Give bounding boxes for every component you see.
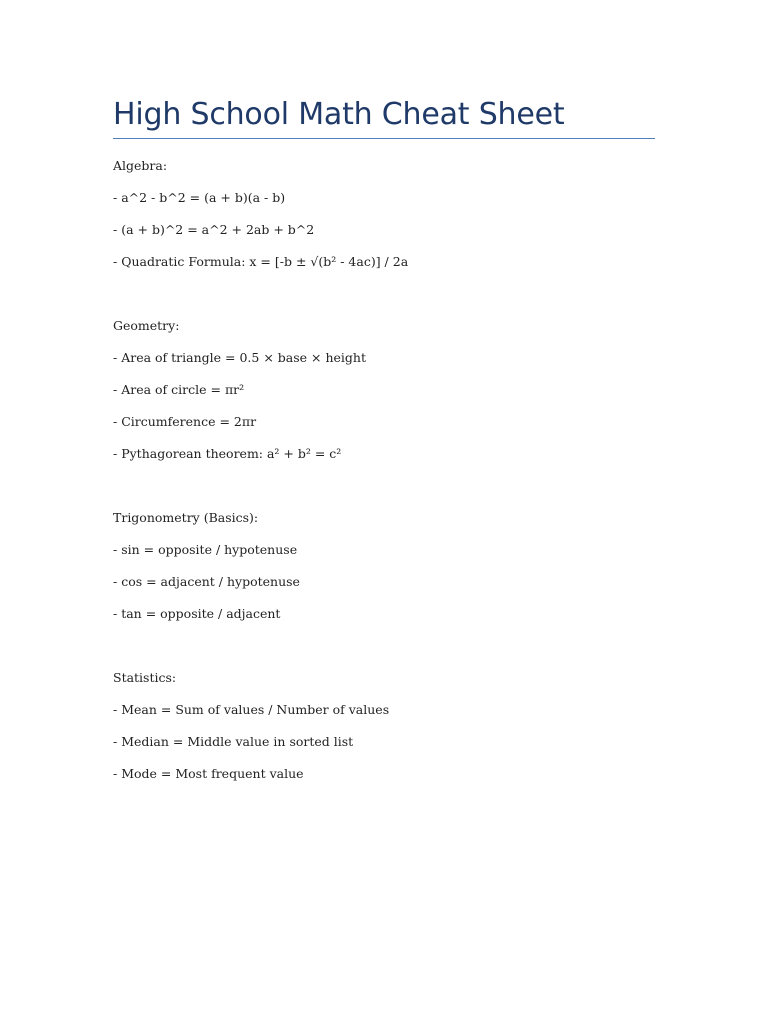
section-heading-algebra: Algebra:	[113, 158, 168, 173]
geometry-item-1: - Area of triangle = 0.5 × base × height	[113, 350, 366, 365]
section-heading-geometry: Geometry:	[113, 318, 180, 333]
geometry-item-4: - Pythagorean theorem: a² + b² = c²	[113, 446, 342, 461]
geometry-item-3: - Circumference = 2πr	[113, 414, 257, 429]
blank-line	[113, 478, 655, 510]
trigonometry-item-1: - sin = opposite / hypotenuse	[113, 542, 298, 557]
document-body	[113, 158, 655, 798]
algebra-item-1: - a^2 - b^2 = (a + b)(a - b)	[113, 190, 286, 205]
document-title: High School Math Cheat Sheet	[113, 97, 565, 132]
statistics-item-1: - Mean = Sum of values / Number of values	[113, 702, 390, 717]
trigonometry-item-3: - tan = opposite / adjacent	[113, 606, 281, 621]
trigonometry-item-2: - cos = adjacent / hypotenuse	[113, 574, 300, 589]
title-underline	[113, 138, 655, 139]
section-heading-trigonometry: Trigonometry (Basics):	[113, 510, 259, 525]
section-heading-statistics: Statistics:	[113, 670, 177, 685]
statistics-item-3: - Mode = Most frequent value	[113, 766, 304, 781]
blank-line	[113, 638, 655, 670]
statistics-item-2: - Median = Middle value in sorted list	[113, 734, 354, 749]
document-page	[113, 96, 655, 798]
algebra-item-2: - (a + b)^2 = a^2 + 2ab + b^2	[113, 222, 315, 237]
blank-line	[113, 286, 655, 318]
algebra-item-3: - Quadratic Formula: x = [-b ± √(b² - 4ac)] / 2a	[113, 254, 409, 269]
geometry-item-2: - Area of circle = πr²	[113, 382, 245, 397]
